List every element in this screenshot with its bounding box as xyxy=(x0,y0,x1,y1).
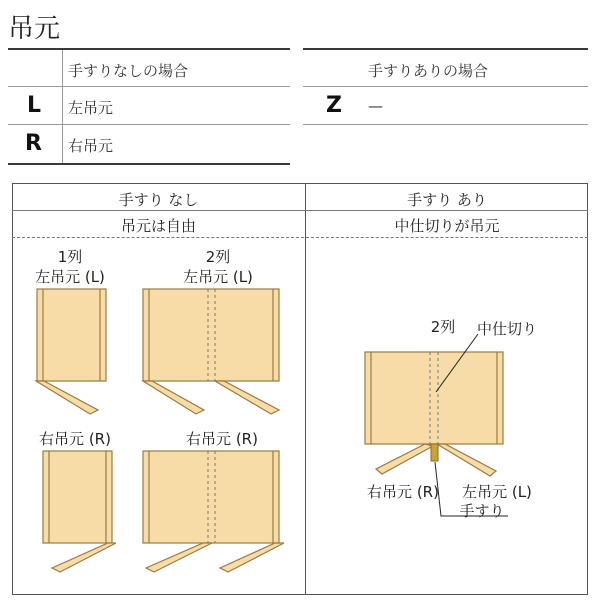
right-double-panel xyxy=(365,352,503,444)
right-leaf-right xyxy=(437,444,496,476)
code-R: R xyxy=(25,131,42,156)
right-subheader: 中仕切りが吊元 xyxy=(394,217,500,235)
handrail-label: 手すり xyxy=(459,502,505,520)
double-cols-label: 2列 xyxy=(205,248,231,266)
double-panel-bottom xyxy=(143,451,279,543)
handrail-post xyxy=(431,444,438,461)
page-title: 吊元 xyxy=(8,14,61,44)
value-R: 右吊元 xyxy=(68,137,114,155)
left-subheader: 吊元は自由 xyxy=(120,217,196,235)
value-Z: — xyxy=(368,97,383,115)
single-left-hinge-label: 左吊元 (L) xyxy=(35,268,105,286)
right-hinge-label: 右吊元 (R) xyxy=(367,483,439,501)
header-with-handrail: 手すりありの場合 xyxy=(368,62,489,80)
single-panel-bottom xyxy=(43,451,112,543)
right-header: 手すり あり xyxy=(407,191,487,209)
single-panel-top xyxy=(37,289,106,381)
code-Z: Z xyxy=(326,93,342,118)
header-without-handrail: 手すりなしの場合 xyxy=(68,62,189,80)
double-right-hinge-label: 右吊元 (R) xyxy=(186,430,258,448)
single-panel-bottom-leaf xyxy=(52,543,116,572)
left-header: 手すり なし xyxy=(118,191,199,209)
double-panel-bottom-leaf-a xyxy=(146,543,212,572)
code-L: L xyxy=(27,93,42,118)
double-left-hinge-label: 左吊元 (L) xyxy=(183,268,253,286)
single-right-hinge-label: 右吊元 (R) xyxy=(39,430,111,448)
double-panel-top-leaf-a xyxy=(143,381,204,414)
right-leaf-left xyxy=(376,444,433,474)
partition-label: 中仕切り xyxy=(476,320,537,338)
single-cols-label: 1列 xyxy=(57,248,83,266)
right-cols-label: 2列 xyxy=(430,318,456,336)
double-panel-top xyxy=(143,289,279,381)
double-panel-bottom-leaf-b xyxy=(220,543,284,572)
left-hinge-label: 左吊元 (L) xyxy=(462,483,532,501)
value-L: 左吊元 xyxy=(68,99,114,117)
single-panel-top-leaf xyxy=(36,381,98,414)
double-panel-top-leaf-b xyxy=(215,381,279,414)
